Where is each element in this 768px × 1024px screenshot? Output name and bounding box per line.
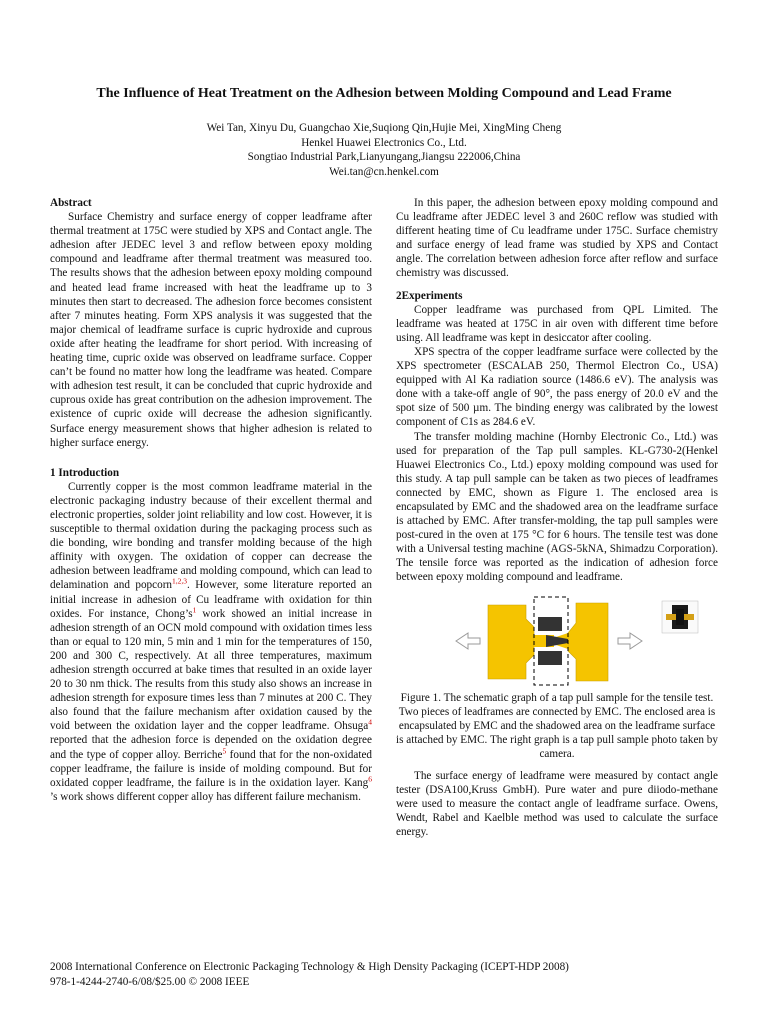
experiments-heading: 2Experiments — [396, 289, 463, 302]
introduction-paragraph: Currently copper is the most common leadframe material in the electronic packaging industry because of their excellent thermal and electronic properties, solder joint reliability and low cost. However, it is susceptible to thermal oxidation during the packaging process such as die bonding, wire bonding and transfer molding because of the high affinity with oxygen. The oxidation of copper can decrease the adhesion between leadframe and molding compound, which can lead to delamination and popcorn$^{1,2,3}$. However, some literature reported an initial increase in adhesion of Cu leadframe with oxidation for thin oxides. For instance, $Chong’s^1$ work showed an initial increase in adhesion strength of an OCN mold compound with oxidation times less than or equal to 120 min, 5 min and 1 min for the temperatures of 150, 200 and 300 C, respectively. At all three temperatures, maximum adhesion strength occurred at bake times that resulted in an oxide layer 20 to 30 nm thick. The results from this study also shows an increase in adhesion strength for exposure times less than 7 minutes at 200 C. They also found that the failure mechanism after oxidation caused by the void between the oxidation layer and the copper leadframe. Ohsuga$^4$ reported that the adhesion force is depended on the oxidation degree and the type of copper alloy. Berriche$^5$ found that for the non-oxidated copper leadframe, the failure is inside of molding compound. But for oxidated copper leadframe, the failure is in the oxidation layer. Kang$^6$ ’s work shows different copper alloy has different failure mechanism. — [50, 480, 373, 803]
conference-line: 2008 International Conference on Electronic Packaging Technology & High Density Packaging (ICEPT-HDP 2008) — [50, 961, 569, 973]
reference-marker: 1,2,3 — [172, 576, 188, 586]
emc-block-bottom — [538, 651, 562, 665]
figure-1 — [396, 593, 718, 689]
tap-pull-schematic — [396, 593, 718, 689]
author-block — [0, 121, 768, 179]
emc-block-top — [538, 617, 562, 631]
author-names: Wei Tan, Xinyu Du, Guangchao Xie,Suqiong Qin,Hujie Mei, XingMing Cheng — [206, 122, 562, 134]
figure-1-caption: Figure 1. The schematic graph of a tap pull sample for the tensile test. Two pieces of leadframes are connected by EMC. The enclosed area is encapsulated by EMC and the shadowed area on the leadframe surface is attached by EMC. The right graph is a tap pull sample photo taken by camera. — [396, 691, 718, 760]
reference-marker: 1 — [192, 604, 197, 614]
left-column — [50, 196, 372, 804]
experiments-paragraph-2: XPS spectra of the copper leadframe surface were collected by the XPS spectrometer (ESCALAB 250, Thermol Electron Co., USA) equipped with Al Ka radiation source (1486.6 eV). The analysis was done with a take-off angle of 90°, the pass energy of 20.0 eV and the spot size of 500 µm. The binding energy was calibrated by the lowest component of C1s as 284.6 eV. — [396, 345, 718, 429]
abstract-heading: Abstract — [50, 197, 92, 209]
intro-continuation: In this paper, the adhesion between epoxy molding compound and Cu leadframe after JEDEC level 3 and 260C reflow was studied with different heating time of Cu leadframe under 175C. Surface chemistry and surface energy of lead frame was studied by XPS and Contact angle. The correlation between adhesion force after reflow and surface chemistry was discussed. — [396, 197, 718, 280]
right-column — [396, 196, 718, 839]
left-arrow-icon — [456, 633, 480, 649]
left-leadframe — [488, 605, 534, 679]
experiments-paragraph-4: The surface energy of leadframe were measured by contact angle tester (DSA100,Kruss GmbH). Pure water and pure diiodo-methane were used to measure the contact angle of leadframe surface. Owens, Wendt, Rabel and Kaelble method was used to calculate the surface energy. — [396, 770, 718, 839]
reference-marker: 4 — [368, 717, 372, 727]
abstract-text: Surface Chemistry and surface energy of copper leadframe after thermal treatment at 175C were studied by XPS and Contact angle. The adhesion after JEDEC level 3 and reflow between epoxy molding compound and leadframe after thermal treatment was measured too. The results shows that the adhesion between epoxy molding compound and heated lead frame increased with heat the leadframe up to 3 minutes then start to decreased. The adhesion force becomes consistent after 7 minutes heating. Form XPS analysis it was suggested that the major chemical of leadframe surface is cupric hydroxide and cuprous oxide after heating the leadframe for short period. With increasing of heating time, cupric oxide was observed on leadframe surface. Copper can’t be found no matter how long the leadframe was heated. Compare with adhesion test result, it can be concluded that cupric hydroxide and cuprous oxide has great contribution on the adhesion improvement. The existence of cupric oxide will decrease the adhesion significantly. Surface energy measurement shows that higher adhesion is related to higher surface energy. — [50, 211, 372, 449]
experiments-paragraph-3: The transfer molding machine (Hornby Electronic Co., Ltd.) was used for preparation of the Tap pull samples. KL-G730-2(Henkel Huawei Electronics Co., Ltd.) epoxy molding compound was used for this study. A tap pull sample can be taken as two pieces of leadframes connected by EMC, shown as Figure 1. The enclosed area is encapsulated by EMC and the shadowed area on the leadframe surface is attached by EMC. After transfer-molding, the tap pull samples were post-cured in the oven at 175 °C for 6 hours. The tensile test was done with a Universal testing machine (AGS-5kNA, Shimadzu Corporation). The tensile force was reported as the indication of adhesion force between epoxy molding compound and leadframe. — [396, 430, 718, 584]
footer — [50, 960, 730, 990]
paper-title: The Influence of Heat Treatment on the Adhesion between Molding Compound and Lead Frame — [96, 86, 672, 101]
introduction-heading: 1 Introduction — [50, 466, 120, 479]
affiliation: Henkel Huawei Electronics Co., Ltd. — [301, 136, 467, 149]
address: Songtiao Industrial Park,Lianyungang,Jiangsu 222006,China — [247, 151, 521, 164]
email: Wei.tan@cn.henkel.com — [329, 165, 439, 178]
experiments-paragraph-1: Copper leadframe was purchased from QPL Limited. The leadframe was heated at 175C in air oven with different time before using. All leadframe was kept in desiccator after cooling. — [396, 303, 718, 344]
right-leadframe — [568, 603, 608, 681]
right-arrow-icon — [618, 633, 642, 649]
reference-marker: 6 — [368, 774, 372, 784]
tap-pull-sample-photo — [662, 601, 698, 633]
copyright-line: 978-1-4244-2740-6/08/$25.00 © 2008 IEEE — [50, 976, 250, 988]
reference-marker: 5 — [222, 745, 227, 755]
